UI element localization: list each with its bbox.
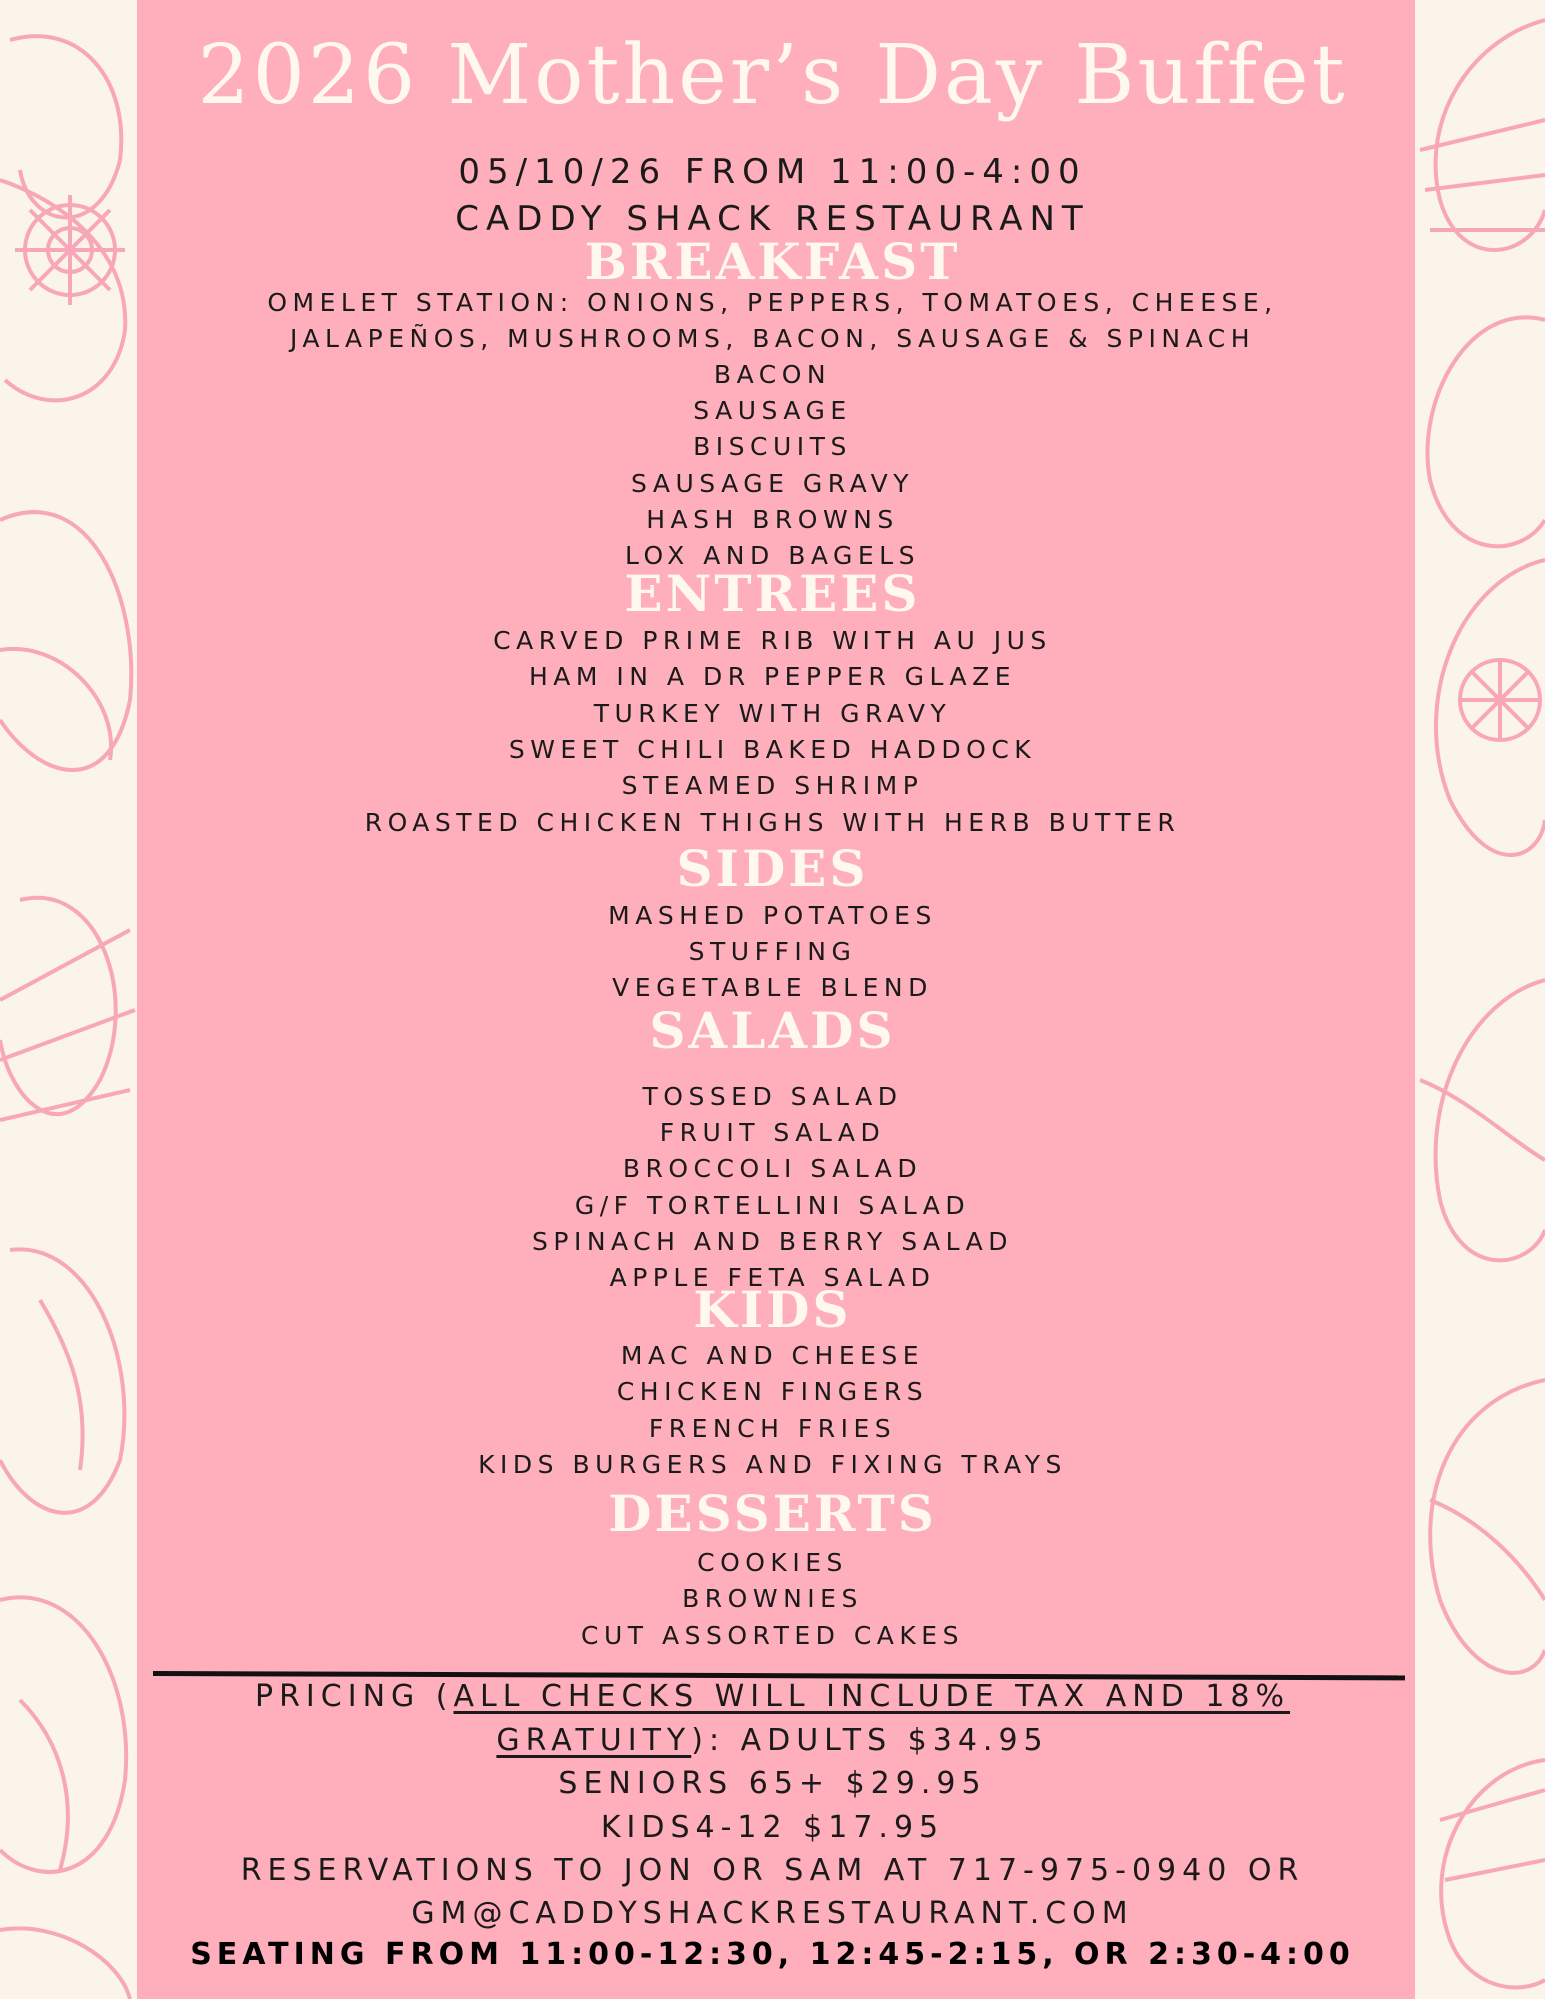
menu-item: BROWNIES bbox=[682, 1584, 863, 1613]
menu-item: STUFFING bbox=[688, 937, 857, 966]
menu-item: KIDS BURGERS AND FIXING TRAYS bbox=[478, 1450, 1067, 1479]
menu-item: HASH BROWNS bbox=[646, 505, 899, 534]
pricing-prefix: PRICING ( bbox=[254, 1679, 454, 1714]
menu-item: APPLE FETA SALAD bbox=[609, 1263, 936, 1292]
menu-item: BISCUITS bbox=[693, 432, 852, 461]
venue-name: CADDY SHACK RESTAURANT bbox=[455, 199, 1090, 239]
menu-item: SPINACH AND BERRY SALAD bbox=[532, 1227, 1013, 1256]
pricing-line-2 bbox=[0, 1722, 1545, 1760]
menu-item: LOX AND BAGELS bbox=[625, 541, 920, 570]
menu-item: STEAMED SHRIMP bbox=[621, 771, 924, 800]
pricing-note-part1: ALL CHECKS WILL INCLUDE TAX AND 18% bbox=[453, 1679, 1291, 1714]
menu-item: HAM IN A DR PEPPER GLAZE bbox=[528, 662, 1017, 691]
section-heading-entrees: ENTREES bbox=[624, 564, 921, 623]
section-heading-salads: SALADS bbox=[649, 1001, 896, 1060]
menu-item: CUT ASSORTED CAKES bbox=[581, 1621, 964, 1650]
menu-item: COOKIES bbox=[697, 1548, 848, 1577]
menu-item: SAUSAGE GRAVY bbox=[631, 469, 914, 498]
section-heading-breakfast: BREAKFAST bbox=[584, 232, 961, 291]
menu-item: FRENCH FRIES bbox=[648, 1414, 897, 1443]
reservations-line-1: RESERVATIONS TO JON OR SAM AT 717-975-0940 OR bbox=[240, 1853, 1305, 1888]
menu-item: ROASTED CHICKEN THIGHS WITH HERB BUTTER bbox=[364, 808, 1181, 837]
price-kids: KIDS4-12 $17.95 bbox=[600, 1810, 945, 1845]
menu-item: OMELET STATION: ONIONS, PEPPERS, TOMATOES, CHEESE, bbox=[267, 288, 1278, 317]
seating-times: SEATING FROM 11:00-12:30, 12:45-2:15, OR 2:30-4:00 bbox=[190, 1937, 1355, 1972]
menu-item: FRUIT SALAD bbox=[659, 1118, 886, 1147]
section-heading-desserts: DESSERTS bbox=[608, 1484, 937, 1543]
price-adults: ): ADULTS $34.95 bbox=[691, 1723, 1049, 1758]
menu-item: CHICKEN FINGERS bbox=[616, 1377, 929, 1406]
section-heading-sides: SIDES bbox=[676, 839, 869, 898]
pricing-line-1 bbox=[0, 1678, 1545, 1716]
reservations-email: GM@CADDYSHACKRESTAURANT.COM bbox=[411, 1896, 1134, 1931]
menu-item: TURKEY WITH GRAVY bbox=[593, 699, 952, 728]
page-title: 2026 Mother’s Day Buffet bbox=[197, 28, 1348, 123]
menu-item: TOSSED SALAD bbox=[642, 1082, 903, 1111]
pricing-note-part2: GRATUITY bbox=[496, 1723, 692, 1758]
menu-item: BROCCOLI SALAD bbox=[622, 1154, 923, 1183]
menu-item: CARVED PRIME RIB WITH AU JUS bbox=[493, 626, 1052, 655]
section-heading-kids: KIDS bbox=[693, 1280, 852, 1339]
price-seniors: SENIORS 65+ $29.95 bbox=[558, 1766, 987, 1801]
menu-item: VEGETABLE BLEND bbox=[612, 973, 933, 1002]
event-date-time: 05/10/26 FROM 11:00-4:00 bbox=[458, 152, 1087, 192]
menu-item: MASHED POTATOES bbox=[608, 901, 937, 930]
menu-item: BACON bbox=[713, 360, 832, 389]
menu-item: SWEET CHILI BAKED HADDOCK bbox=[508, 735, 1037, 764]
menu-item: G/F TORTELLINI SALAD bbox=[574, 1191, 971, 1220]
menu-item: JALAPEÑOS, MUSHROOMS, BACON, SAUSAGE & SPINACH bbox=[289, 324, 1255, 353]
menu-item: MAC AND CHEESE bbox=[620, 1341, 925, 1370]
menu-item: SAUSAGE bbox=[693, 396, 852, 425]
